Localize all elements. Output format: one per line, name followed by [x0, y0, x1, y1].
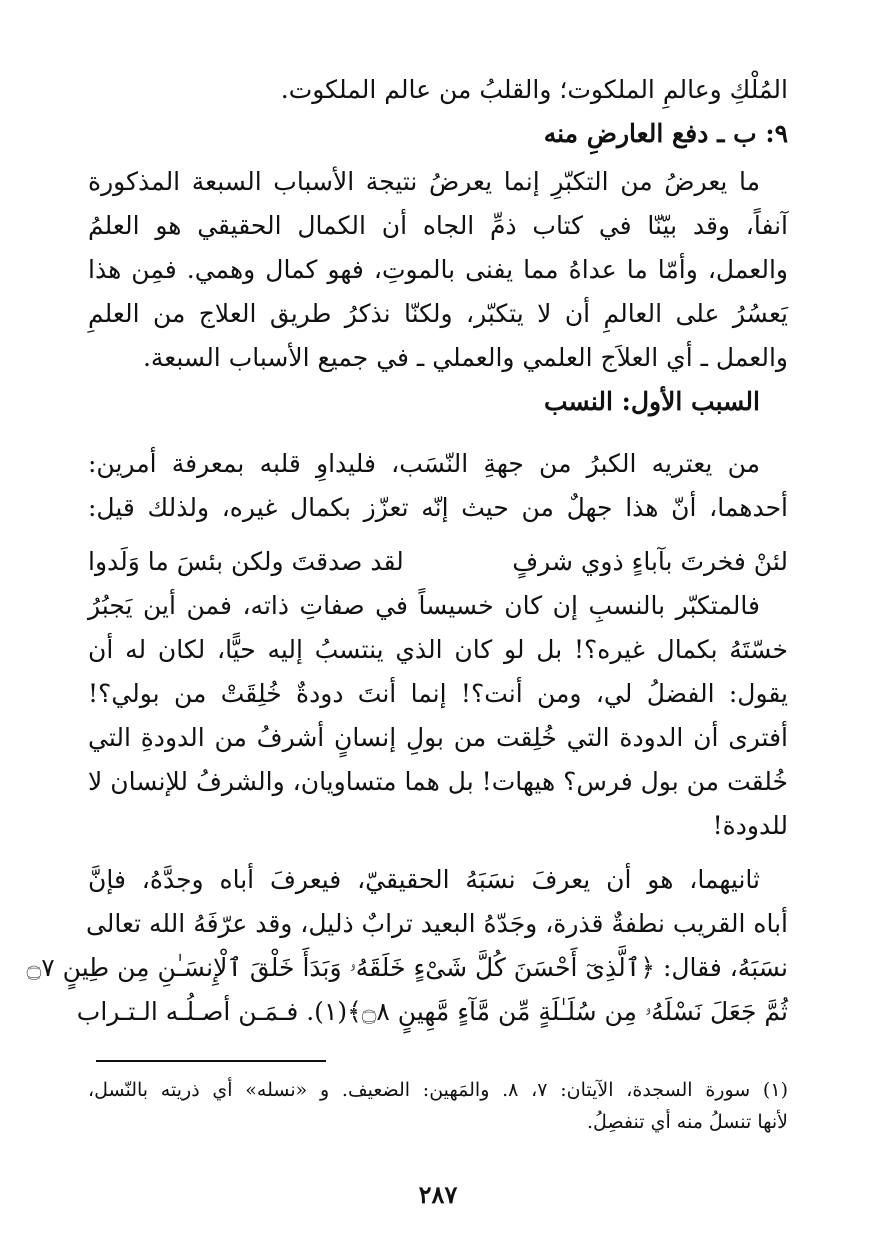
heading-sabab1: السبب الأول: النسب — [544, 387, 760, 416]
page-number: ٢٨٧ — [418, 1180, 458, 1209]
text-line: والعمل، وأمّا ما عداهُ مما يفنى بالموتِ، فهو كمال وهمي. فمِن هذا — [88, 255, 788, 284]
footnote — [88, 1074, 788, 1138]
paragraph-1 — [88, 160, 788, 380]
text-line: والعمل ـ أي العلاَج العلمي والعملي ـ في جميع الأسباب السبعة. — [142, 343, 788, 372]
text-line: للدودة! — [712, 811, 788, 840]
section-heading — [88, 112, 788, 156]
poem-verse — [88, 540, 788, 584]
text-line: فالمتكبّر بالنسبِ إن كان خسيساً في صفاتِ ذاته، فمن أين يَجبُرُ — [88, 591, 760, 620]
text-line: خسّتَهُ بكمال غيره؟! بل لو كان الذي ينتسبُ إليه حيًّا، لكان له أن — [88, 635, 788, 664]
text-line: ما يعرضُ من التكبّرِ إنما يعرضُ نتيجة الأسباب السبعة المذكورة — [88, 167, 760, 196]
text-line: المُلْكِ وعالمِ الملكوت؛ والقلبُ من عالم الملكوت. — [280, 75, 788, 104]
paragraph-2 — [88, 442, 788, 530]
hemistich-left: لقد صدقتَ ولكن بئسَ ما وَلَدوا — [88, 547, 404, 576]
footnote-separator — [96, 1060, 326, 1062]
subsection-heading — [88, 380, 788, 424]
paragraph-4 — [26, 858, 788, 1034]
text-line: أحدهما، أنّ هذا جهلٌ من حيث إنّه تعزّز بكمال غيره، ولذلك قيل: — [88, 493, 788, 522]
footnote-line: لأنها تنسلُ منه أي تنفصِلُ. — [587, 1111, 788, 1133]
quran-verse-line: ثُمَّ جَعَلَ نَسْلَهُۥ مِن سُلَـٰلَةٍ مِّن مَّآءٍ مَّهِينٍ ۝٨﴾(١). فـمَـن أصـلُـه الـتـراب — [76, 997, 788, 1026]
text-line: أفترى أن الدودة التي خُلِقت من بولِ إنسانٍ أشرفُ من الدودةِ التي — [88, 723, 788, 752]
heading-9b: ٩: ب ـ دفع العارضِ منه — [543, 119, 788, 148]
text-line: خُلقت من بول فرس؟ هيهات! بل هما متساويان، والشرفُ للإنسان لا — [88, 767, 788, 796]
quran-verse-line: نسَبَهُ، فقال: ﴿ٱلَّذِىٓ أَحْسَنَ كُلَّ شَىْءٍ خَلَقَهُۥ وَبَدَأَ خَلْقَ ٱلْإِنسَـٰنِ مِن طِينٍ ۝٧ — [26, 953, 788, 982]
footnote-line: (١) سورة السجدة، الآيتان: ٧، ٨. والمَهين: الضعيف. و «نسله» أي ذريته بالنّسل، — [88, 1079, 788, 1101]
text-line: أباه القريب نطفةٌ قذرة، وجَدّهُ البعيد ترابٌ ذليل، وقد عرّفَهُ الله تعالى — [85, 909, 788, 938]
text-line: من يعتريه الكبرُ من جهةِ النّسَب، فليداوِ قلبه بمعرفة أمرين: — [88, 449, 760, 478]
hemistich-right: لئنْ فخرتَ بآباءٍ ذوي شرفٍ — [512, 547, 788, 576]
text-line: يَعسُرُ على العالمِ أن لا يتكبّر، ولكنّا نذكرُ طريق العلاج من العلمِ — [88, 299, 788, 328]
text-line: يقول: الفضلُ لي، ومن أنت؟! إنما أنتَ دودةٌ خُلِقَتْ من بولي؟! — [88, 679, 788, 708]
continuation-text — [88, 68, 788, 112]
text-line: آنفاً، وقد بيّنّا في كتاب ذمِّ الجاه أن الكمال الحقيقي هو العلمُ — [88, 211, 788, 240]
text-line: ثانيهما، هو أن يعرفَ نسَبَهُ الحقيقيّ، فيعرفَ أباه وجدَّهُ، فإنَّ — [88, 865, 760, 894]
paragraph-3 — [88, 584, 788, 848]
